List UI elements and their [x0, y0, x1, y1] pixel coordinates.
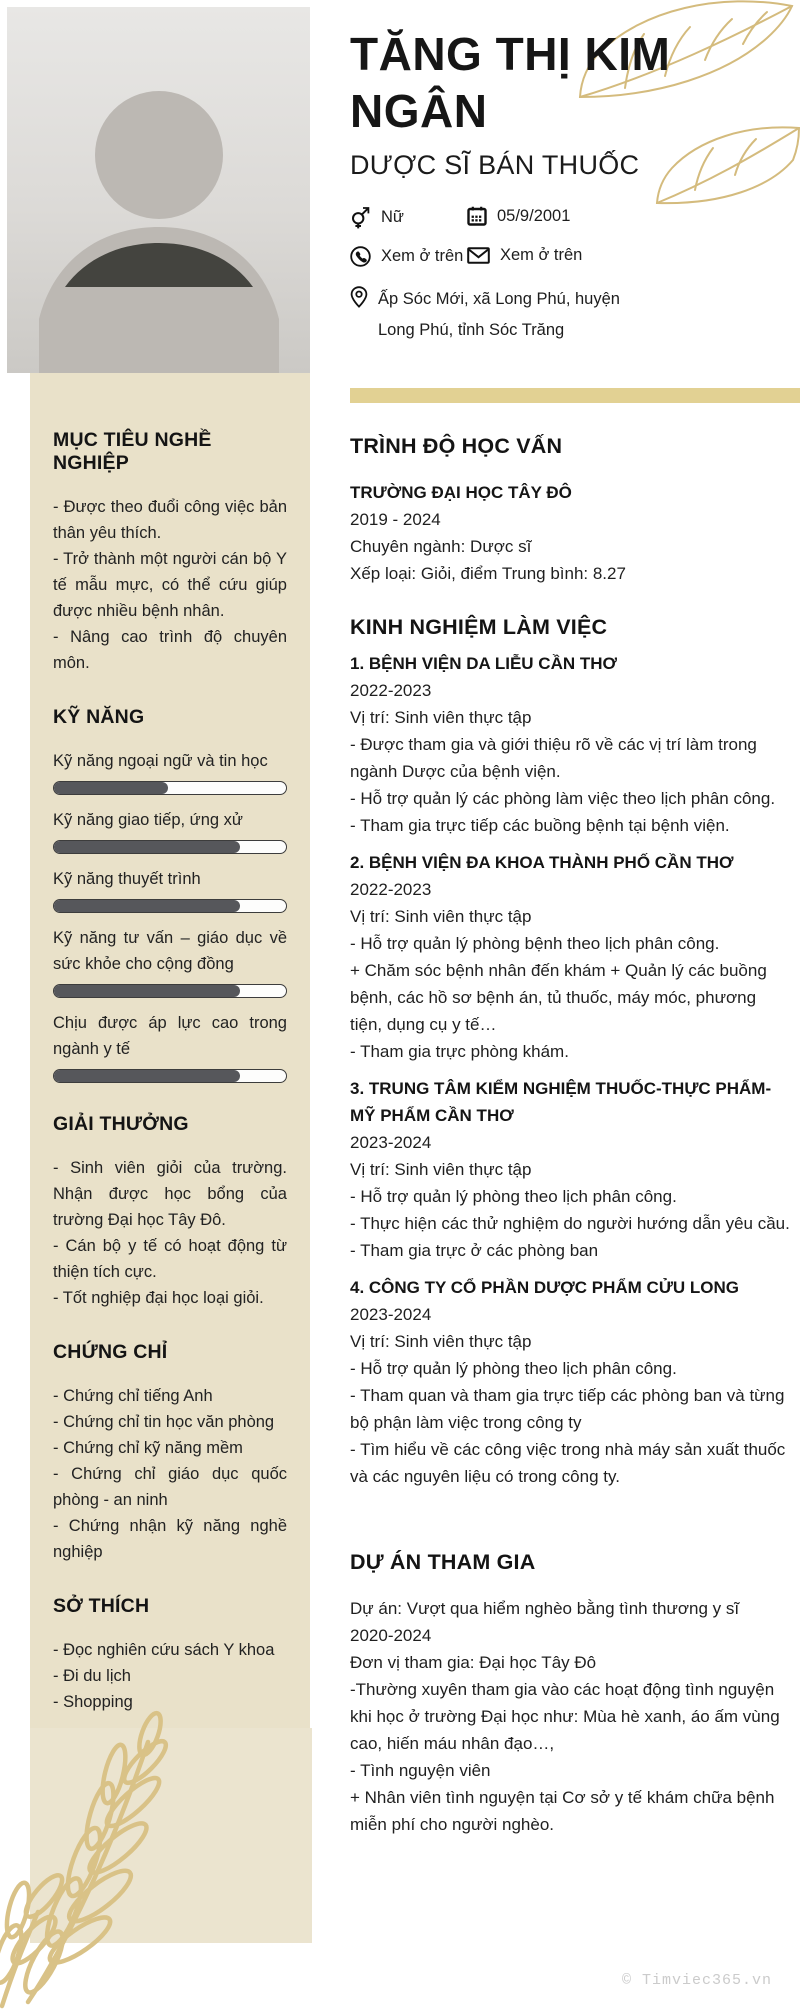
hobbies-heading: SỞ THÍCH: [53, 1595, 150, 1617]
skill-item: [53, 1010, 287, 1083]
project-line: Dự án: Vượt qua hiểm nghèo bằng tình thương y sĩ: [350, 1599, 740, 1618]
skill-bar-track: [53, 1069, 287, 1083]
phone-circle-icon: [350, 246, 371, 267]
award-item: - Tốt nghiệp đại học loại giỏi.: [53, 1289, 264, 1307]
person-silhouette: [7, 7, 310, 373]
job-years: 2022-2023: [350, 880, 432, 899]
skill-bar-track: [53, 840, 287, 854]
skill-item: [53, 925, 287, 998]
job-years: 2022-2023: [350, 681, 432, 700]
project-entry: [350, 1595, 792, 1838]
skill-bar-fill: [54, 900, 240, 912]
email-value: Xem ở trên: [500, 246, 583, 264]
education-entry: [350, 479, 792, 587]
job-years: 2023-2024: [350, 1133, 432, 1152]
candidate-title: DƯỢC SĨ BÁN THUỐC: [350, 150, 640, 180]
hobby-item: - Shopping: [53, 1693, 133, 1711]
education-major: Chuyên ngành: Dược sĩ: [350, 537, 532, 556]
address-value: Ấp Sóc Mới, xã Long Phú, huyện Long Phú, tỉnh Sóc Trăng: [378, 290, 620, 339]
info-row-phone-email: [350, 246, 774, 267]
job-detail: - Hỗ trợ quản lý phòng bệnh theo lịch phân công.: [350, 934, 720, 953]
award-item: - Cán bộ y tế có hoạt động từ thiện tích cực.: [53, 1237, 287, 1281]
projects-heading: DỰ ÁN THAM GIA: [350, 1550, 536, 1574]
job-entry: [350, 1075, 792, 1264]
gender-value: Nữ: [381, 208, 404, 226]
skill-label: Kỹ năng thuyết trình: [53, 870, 201, 888]
skills-heading: KỸ NĂNG: [53, 706, 145, 728]
job-detail: - Hỗ trợ quản lý các phòng làm việc theo lịch phân công.: [350, 789, 776, 808]
skill-item: [53, 748, 287, 795]
hobby-item: - Đọc nghiên cứu sách Y khoa: [53, 1641, 275, 1659]
objective-item: - Nâng cao trình độ chuyên môn.: [53, 628, 287, 672]
gender-field: [350, 206, 467, 229]
certificate-item: - Chứng chỉ giáo dục quốc phòng - an ninh: [53, 1465, 287, 1509]
certificate-item: - Chứng chỉ tiếng Anh: [53, 1387, 213, 1405]
job-entry: [350, 1274, 792, 1490]
dob-field: [467, 206, 570, 226]
job-title: 4. CÔNG TY CỔ PHẦN DƯỢC PHẨM CỬU LONG: [350, 1278, 740, 1297]
skill-bar-fill: [54, 985, 240, 997]
job-entry: [350, 650, 792, 839]
job-detail: - Hỗ trợ quản lý phòng theo lịch phân công.: [350, 1187, 677, 1206]
contact-info: [350, 206, 774, 346]
info-row-address: [350, 284, 774, 346]
calendar-icon: [467, 206, 487, 226]
award-item: - Sinh viên giỏi của trường. Nhận được học bổng của trường Đại học Tây Đô.: [53, 1159, 287, 1229]
envelope-icon: [467, 247, 490, 264]
project-line: 2020-2024: [350, 1626, 432, 1645]
certificate-item: - Chứng nhận kỹ năng nghề nghiệp: [53, 1517, 287, 1561]
skill-label: Kỹ năng tư vấn – giáo dục về sức khỏe cho cộng đồng: [53, 929, 287, 973]
gender-symbol-icon: [350, 206, 371, 229]
education-grade: Xếp loại: Giỏi, điểm Trung bình: 8.27: [350, 564, 626, 583]
sidebar: [30, 373, 310, 1715]
job-detail: - Tham quan và tham gia trực tiếp các phòng ban và từng bộ phận làm việc trong công ty: [350, 1386, 785, 1432]
education-heading: TRÌNH ĐỘ HỌC VẤN: [350, 434, 563, 458]
job-detail: + Chăm sóc bệnh nhân đến khám + Quản lý các buồng bệnh, các hồ sơ bệnh án, tủ thuốc, máy móc, phương tiện, dụng cụ y tế…: [350, 961, 767, 1034]
skill-item: [53, 866, 287, 913]
skill-bar-track: [53, 781, 287, 795]
address-field: [350, 284, 650, 346]
job-detail: - Tham gia trực ở các phòng ban: [350, 1241, 599, 1260]
education-school: TRƯỜNG ĐẠI HỌC TÂY ĐÔ: [350, 483, 572, 502]
dob-value: 05/9/2001: [497, 206, 571, 225]
skill-label: Chịu được áp lực cao trong ngành y tế: [53, 1014, 287, 1058]
phone-value: Xem ở trên: [381, 247, 464, 265]
project-line: - Tình nguyện viên: [350, 1761, 491, 1780]
hobby-item: - Đi du lịch: [53, 1667, 131, 1685]
job-detail: - Tham gia trực tiếp các buồng bệnh tại bệnh viện.: [350, 816, 730, 835]
objective-item: - Trở thành một người cán bộ Y tế mẫu mực, có thể cứu giúp được nhiều bệnh nhân.: [53, 550, 287, 620]
skill-label: Kỹ năng ngoại ngữ và tin học: [53, 752, 268, 770]
skill-bar-track: [53, 984, 287, 998]
experience-heading: KINH NGHIỆM LÀM VIỆC: [350, 615, 608, 639]
header: [350, 26, 774, 363]
skill-bar-fill: [54, 782, 168, 794]
main-column: [350, 420, 792, 1838]
objective-item: - Được theo đuổi công việc bản thân yêu thích.: [53, 498, 287, 542]
location-pin-icon: [350, 286, 368, 308]
certificate-item: - Chứng chỉ tin học văn phòng: [53, 1413, 275, 1431]
skill-bar-track: [53, 899, 287, 913]
project-line: + Nhân viên tình nguyện tại Cơ sở y tế khám chữa bệnh miễn phí cho người nghèo.: [350, 1788, 775, 1834]
watermark: © Timviec365.vn: [621, 1972, 772, 1989]
job-detail: - Tìm hiểu về các công việc trong nhà máy sản xuất thuốc và các nguyên liệu có trong công ty.: [350, 1440, 786, 1486]
email-field: [467, 246, 582, 265]
job-position: Vị trí: Sinh viên thực tập: [350, 1160, 532, 1179]
skill-bar-fill: [54, 841, 240, 853]
job-title: 3. TRUNG TÂM KIỂM NGHIỆM THUỐC-THỰC PHẨM-MỸ PHẨM CẦN THƠ: [350, 1079, 772, 1125]
job-title: 2. BỆNH VIỆN ĐA KHOA THÀNH PHỐ CẦN THƠ: [350, 853, 734, 872]
awards-heading: GIẢI THƯỞNG: [53, 1113, 189, 1135]
education-years: 2019 - 2024: [350, 510, 441, 529]
job-entry: [350, 849, 792, 1065]
project-line: -Thường xuyên tham gia vào các hoạt động tình nguyện khi học ở trường Đại học như: Mùa hè xanh, áo ấm vùng cao, hiến máu nhân đạo…,: [350, 1680, 780, 1753]
job-title: 1. BỆNH VIỆN DA LIỄU CẦN THƠ: [350, 654, 618, 673]
leaf-decoration-bottom-left: [0, 1700, 200, 2009]
job-detail: - Hỗ trợ quản lý phòng theo lịch phân công.: [350, 1359, 677, 1378]
job-years: 2023-2024: [350, 1305, 432, 1324]
job-detail: - Thực hiện các thử nghiệm do người hướng dẫn yêu cầu.: [350, 1214, 790, 1233]
certificate-item: - Chứng chỉ kỹ năng mềm: [53, 1439, 243, 1457]
job-detail: - Tham gia trực phòng khám.: [350, 1042, 569, 1061]
job-detail: - Được tham gia và giới thiệu rõ về các vị trí làm trong ngành Dược của bệnh viện.: [350, 735, 757, 781]
job-position: Vị trí: Sinh viên thực tập: [350, 708, 532, 727]
job-position: Vị trí: Sinh viên thực tập: [350, 907, 532, 926]
candidate-name: TĂNG THỊ KIM NGÂN: [350, 28, 671, 137]
info-row-gender-dob: [350, 206, 774, 229]
phone-field: [350, 246, 467, 267]
project-line: Đơn vị tham gia: Đại học Tây Đô: [350, 1653, 597, 1672]
skill-item: [53, 807, 287, 854]
job-position: Vị trí: Sinh viên thực tập: [350, 1332, 532, 1351]
certificates-heading: CHỨNG CHỈ: [53, 1341, 168, 1363]
gold-divider-bar: [350, 388, 800, 403]
skill-label: Kỹ năng giao tiếp, ứng xử: [53, 811, 243, 829]
profile-photo: [7, 7, 310, 373]
objective-heading: MỤC TIÊU NGHỀ NGHIỆP: [53, 429, 212, 474]
skill-bar-fill: [54, 1070, 240, 1082]
